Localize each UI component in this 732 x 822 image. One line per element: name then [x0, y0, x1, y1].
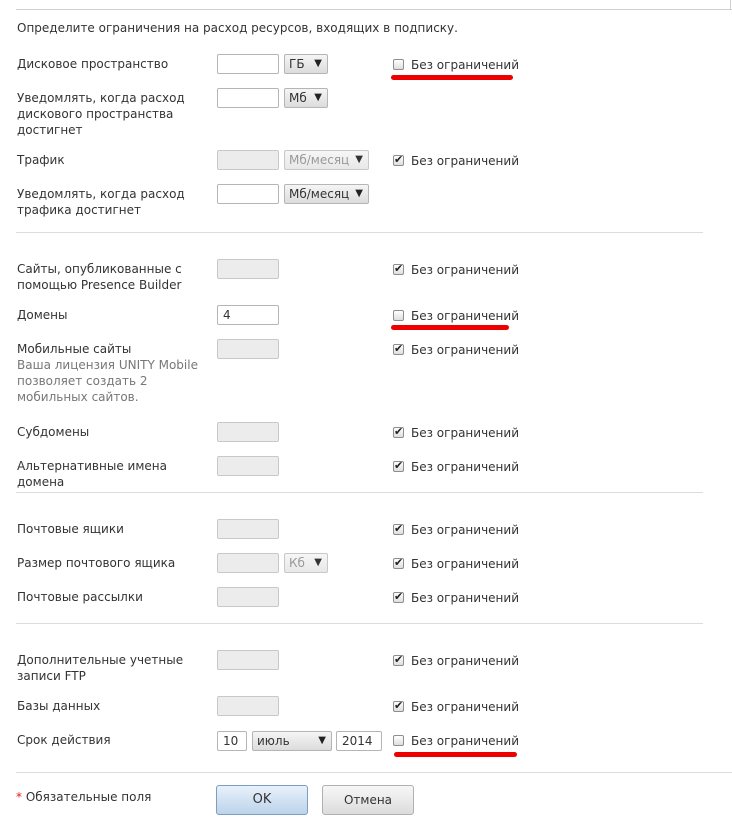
form-intro: Определите ограничения на расход ресурсов, входящих в подписку.: [17, 21, 458, 35]
mailboxes-unlimited-checkbox[interactable]: [393, 524, 404, 535]
traffic-notify-label: Уведомлять, когда расход трафика достигнет: [17, 187, 185, 217]
sites-unlimited-label: Без ограничений: [411, 263, 519, 277]
mailing-lists-label: Почтовые рассылки: [17, 590, 143, 604]
disk-space-unlimited-label: Без ограничений: [411, 58, 519, 72]
databases-unlimited-checkbox[interactable]: [393, 701, 404, 712]
traffic-label: Трафик: [17, 153, 65, 167]
disk-space-unlimited-checkbox[interactable]: [393, 59, 404, 70]
highlight-underline: [391, 325, 509, 330]
mailbox-size-unit-select[interactable]: [284, 553, 328, 573]
domains-unlimited-checkbox[interactable]: [393, 310, 404, 321]
chevron-down-icon: ▼: [314, 92, 322, 103]
traffic-input[interactable]: [217, 150, 279, 170]
mailboxes-unlimited-label: Без ограничений: [411, 523, 519, 537]
domain-aliases-input[interactable]: [217, 456, 279, 476]
ftp-accounts-unlimited-label: Без ограничений: [411, 654, 519, 668]
domains-input[interactable]: 4: [217, 305, 279, 325]
checkmark-icon: ✔: [394, 653, 404, 666]
highlight-underline: [391, 75, 513, 80]
checkmark-icon: ✔: [394, 459, 404, 472]
checkmark-icon: ✔: [394, 342, 404, 355]
required-fields-label: Обязательные поля: [25, 790, 152, 804]
mailbox-size-label: Размер почтового ящика: [17, 556, 176, 570]
right-border: [730, 0, 731, 10]
expiration-month-select[interactable]: [252, 731, 332, 751]
footer-divider: [16, 772, 732, 773]
disk-notify-label: Уведомлять, когда расход дискового пространства достигнет: [17, 91, 185, 137]
expiration-label: Срок действия: [17, 733, 111, 747]
disk-space-input[interactable]: [217, 54, 279, 74]
subdomains-unlimited-label: Без ограничений: [411, 426, 519, 440]
mailbox-size-unlimited-label: Без ограничений: [411, 557, 519, 571]
section-divider: [16, 232, 703, 233]
traffic-unlimited-label: Без ограничений: [411, 154, 519, 168]
chevron-down-icon: ▼: [355, 188, 363, 199]
sites-input[interactable]: [217, 259, 279, 279]
expiration-year-input[interactable]: 2014: [336, 731, 382, 751]
mobile-sites-hint: Ваша лицензия UNITY Mobile позволяет создать 2 мобильных сайтов.: [17, 358, 198, 404]
cancel-button[interactable]: Отмена: [322, 785, 414, 815]
checkmark-icon: ✔: [394, 699, 404, 712]
traffic-unlimited-checkbox[interactable]: [393, 155, 404, 166]
checkmark-icon: ✔: [394, 153, 404, 166]
databases-unlimited-label: Без ограничений: [411, 700, 519, 714]
mailboxes-input[interactable]: [217, 519, 279, 539]
checkmark-icon: ✔: [394, 522, 404, 535]
disk-notify-unit-value: Мб: [289, 91, 307, 105]
expiration-unlimited-label: Без ограничений: [411, 734, 519, 748]
checkmark-icon: ✔: [394, 590, 404, 603]
traffic-notify-unit-select[interactable]: [284, 184, 369, 204]
databases-label: Базы данных: [17, 699, 101, 713]
ok-button[interactable]: OK: [216, 785, 308, 815]
ftp-accounts-unlimited-checkbox[interactable]: [393, 655, 404, 666]
traffic-unit-select[interactable]: [284, 150, 369, 170]
section-divider: [16, 623, 703, 624]
mobile-sites-unlimited-label: Без ограничений: [411, 343, 519, 357]
checkmark-icon: ✔: [394, 556, 404, 569]
disk-notify-unit-select[interactable]: [284, 88, 328, 108]
mailing-lists-unlimited-label: Без ограничений: [411, 591, 519, 605]
subdomains-label: Субдомены: [17, 425, 90, 439]
mobile-sites-unlimited-checkbox[interactable]: [393, 344, 404, 355]
checkmark-icon: ✔: [394, 425, 404, 438]
subdomains-unlimited-checkbox[interactable]: [393, 427, 404, 438]
mailing-lists-unlimited-checkbox[interactable]: [393, 592, 404, 603]
domains-unlimited-label: Без ограничений: [411, 309, 519, 323]
mailing-lists-input[interactable]: [217, 587, 279, 607]
chevron-down-icon: ▼: [314, 58, 322, 69]
required-fields-note: [16, 790, 151, 804]
required-star: *: [16, 790, 22, 804]
traffic-notify-input[interactable]: [217, 184, 279, 204]
domain-aliases-unlimited-checkbox[interactable]: [393, 461, 404, 472]
chevron-down-icon: ▼: [318, 735, 326, 746]
checkmark-icon: ✔: [394, 262, 404, 275]
mailboxes-label: Почтовые ящики: [17, 522, 124, 536]
mobile-sites-title: Мобильные сайты: [17, 342, 132, 356]
traffic-notify-unit-value: Мб/месяц: [289, 187, 350, 201]
disk-space-unit-select[interactable]: [284, 54, 328, 74]
disk-space-label: Дисковое пространство: [17, 57, 169, 71]
sites-unlimited-checkbox[interactable]: [393, 264, 404, 275]
domain-aliases-unlimited-label: Без ограничений: [411, 460, 519, 474]
mailbox-size-unit-value: Кб: [289, 556, 305, 570]
domain-aliases-label: Альтернативные имена домена: [17, 459, 167, 489]
expiration-day-input[interactable]: 10: [217, 731, 247, 751]
top-divider: [16, 9, 732, 10]
mobile-sites-input[interactable]: [217, 339, 279, 359]
mobile-sites-label: [17, 341, 207, 405]
ftp-accounts-input[interactable]: [217, 650, 279, 670]
section-divider: [16, 492, 703, 493]
mailbox-size-input[interactable]: [217, 553, 279, 573]
chevron-down-icon: ▼: [314, 557, 322, 568]
sites-label: Сайты, опубликованные с помощью Presence Builder: [17, 262, 182, 292]
disk-notify-input[interactable]: [217, 88, 279, 108]
expiration-unlimited-checkbox[interactable]: [393, 735, 404, 746]
expiration-month-value: июль: [257, 734, 290, 748]
highlight-underline: [394, 752, 517, 757]
disk-space-unit-value: ГБ: [289, 57, 305, 71]
ftp-accounts-label: Дополнительные учетные записи FTP: [17, 653, 184, 683]
domains-label: Домены: [17, 308, 68, 322]
chevron-down-icon: ▼: [355, 154, 363, 165]
mailbox-size-unlimited-checkbox[interactable]: [393, 558, 404, 569]
databases-input[interactable]: [217, 696, 279, 716]
traffic-unit-value: Мб/месяц: [289, 153, 350, 167]
subdomains-input[interactable]: [217, 422, 279, 442]
